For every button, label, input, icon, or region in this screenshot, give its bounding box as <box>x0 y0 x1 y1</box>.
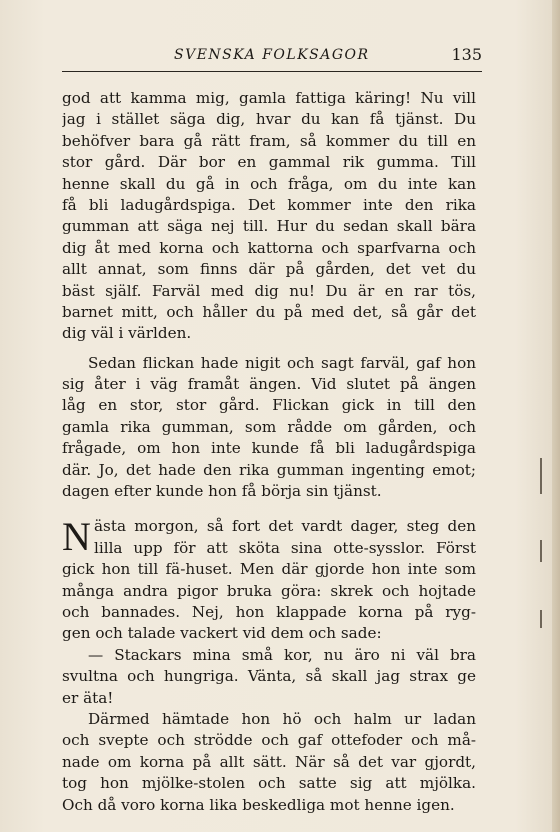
text-line: ästa morgon, så fort det vardt dager, steg den <box>94 517 476 536</box>
text-line: Och då voro korna lika beskedliga mot henne igen. <box>62 795 455 814</box>
text-line: frågade, om hon inte kunde få bli ladugårdspiga <box>62 439 476 458</box>
text-line: nade om korna på allt sätt. När så det var gjordt, <box>62 752 476 771</box>
text-line: god att kamma mig, gamla fattiga käring! Nu vill <box>62 89 476 107</box>
text-line: gen och talade vackert vid dem och sade: <box>62 624 382 643</box>
margin-mark <box>540 610 542 628</box>
text-line: få bli ladugårdspiga. Det kommer inte den rika <box>62 195 476 214</box>
text-line: svultna och hungriga. Vänta, så skall jag strax ge <box>62 667 476 686</box>
text-line: gamla rika gumman, som rådde om gården, och <box>62 417 476 436</box>
text-line: behöfver bara gå rätt fram, så kommer du till en <box>62 131 476 150</box>
running-title: SVENSKA FOLKSAGOR <box>174 47 370 63</box>
text-line: Sedan flickan hade nigit och sagt farväl, gaf hon <box>88 353 476 372</box>
margin-mark <box>540 540 542 562</box>
paragraph-gap <box>62 345 476 353</box>
text-line: dagen efter kunde hon få börja sin tjänst. <box>62 482 382 501</box>
text-line: er äta! <box>62 688 114 707</box>
text-line: där. Jo, det hade den rika gumman ingenting emot; <box>62 460 476 479</box>
text-line: henne skall du gå in och fråga, om du inte kan <box>62 174 476 193</box>
paragraph-gap <box>62 502 476 516</box>
page-number: 135 <box>451 45 482 64</box>
paragraph <box>62 353 476 503</box>
text-line: — Stackars mina små kor, nu äro ni väl bra <box>88 645 476 664</box>
text-line: dig åt med korna och kattorna och sparfvarna och <box>62 238 476 257</box>
text-line: gick hon till fä-huset. Men där gjorde hon inte som <box>62 560 476 579</box>
body-text <box>62 88 476 816</box>
text-line: många andra pigor bruka göra: skrek och hojtade <box>62 581 476 600</box>
text-line: gumman att säga nej till. Hur du sedan skall bära <box>62 217 476 236</box>
paragraph <box>62 516 476 815</box>
text-line: sig åter i väg framåt ängen. Vid slutet på ängen <box>62 375 476 394</box>
text-line: lilla upp för att sköta sina otte-sysslor. Först <box>94 538 476 557</box>
text-line: och bannades. Nej, hon klappade korna på ryg- <box>62 602 476 621</box>
text-line: dig väl i världen. <box>62 324 192 343</box>
page-header <box>62 44 482 70</box>
text-line: bäst själf. Farväl med dig nu! Du är en rar tös, <box>62 281 476 300</box>
text-line: jag i stället säga dig, hvar du kan få tjänst. Du <box>62 110 476 129</box>
paragraph <box>62 88 476 345</box>
text-line: Därmed hämtade hon hö och halm ur ladan <box>88 709 476 728</box>
text-line: barnet mitt, och håller du på med det, så går det <box>62 302 476 321</box>
text-line: stor gård. Där bor en gammal rik gumma. Till <box>62 153 476 172</box>
text-line: låg en stor, stor gård. Flickan gick in till den <box>62 396 476 415</box>
text-line: allt annat, som finns där på gården, det vet du <box>62 260 476 279</box>
text-line: tog hon mjölke-stolen och satte sig att mjölka. <box>62 774 476 793</box>
text-line: och svepte och strödde och gaf ottefoder och må- <box>62 731 476 750</box>
header-rule <box>62 71 482 72</box>
page-edge <box>552 0 560 832</box>
margin-mark <box>540 458 542 494</box>
drop-cap: N <box>62 514 91 560</box>
